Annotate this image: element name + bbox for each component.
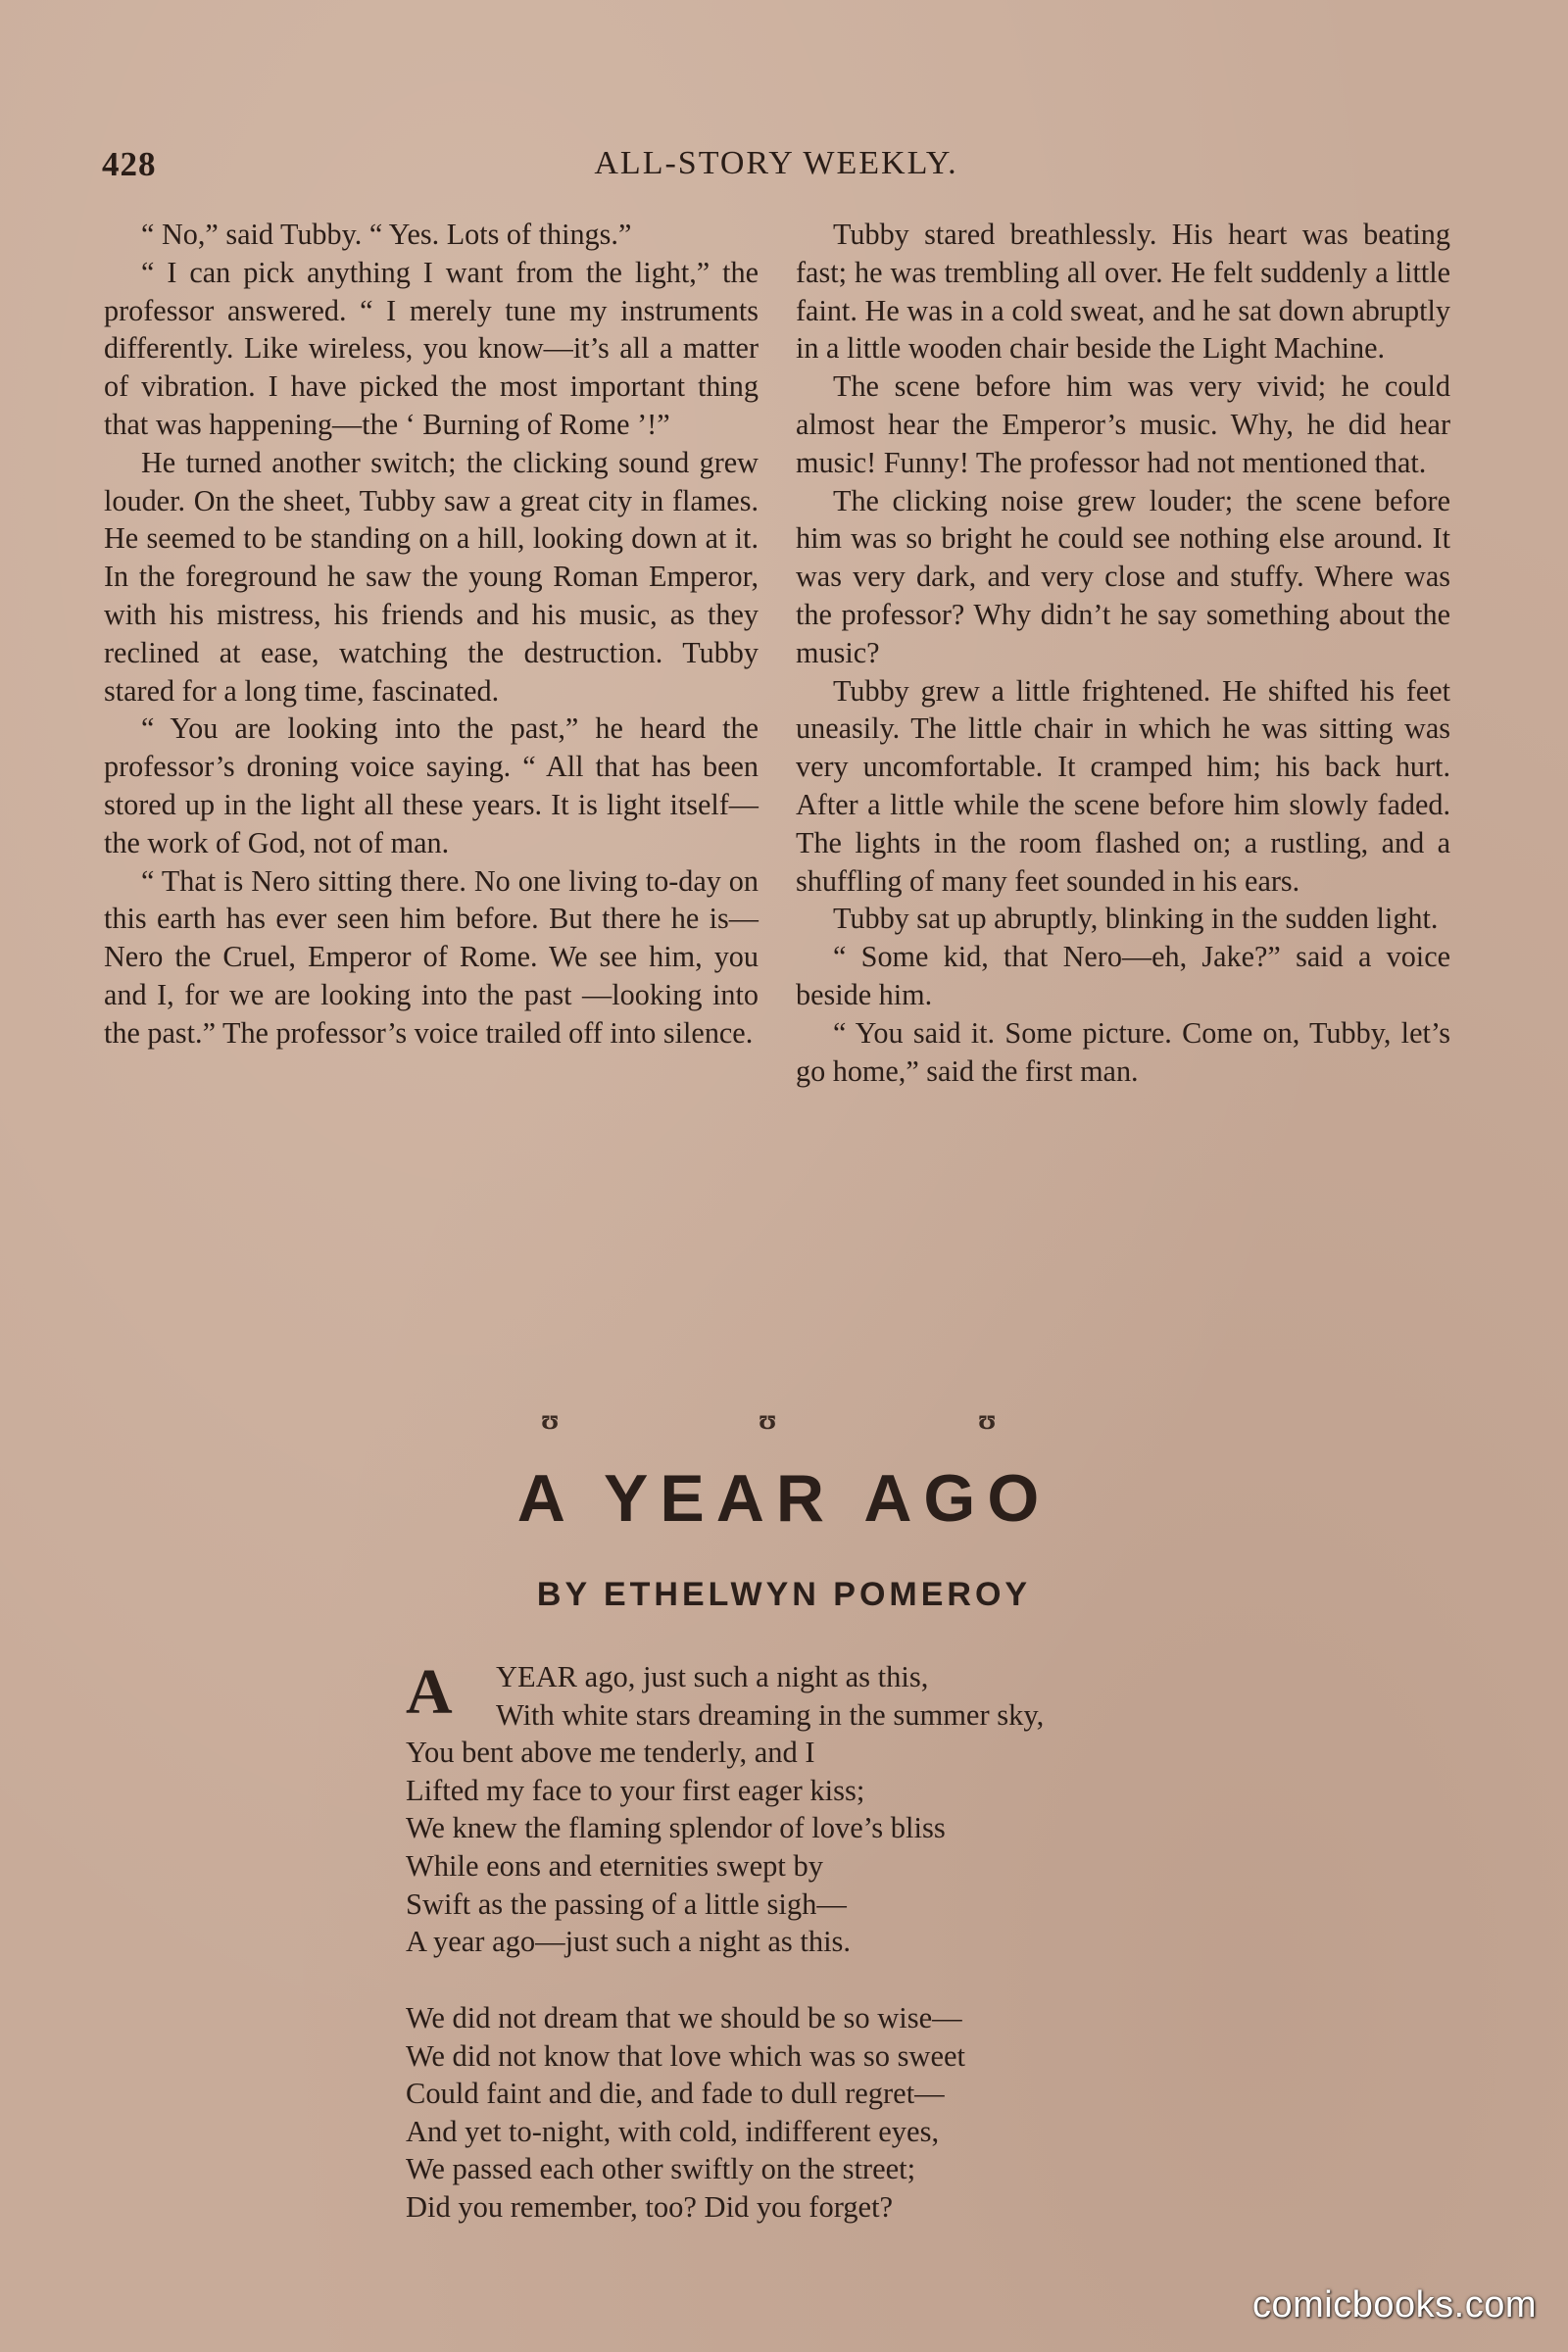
story-paragraph: “ You are looking into the past,” he heard the professor’s droning voice saying. “ All that has been stored up in the light all these years. It is light itself—the work of God, not of man.: [104, 711, 759, 859]
story-paragraph: The clicking noise grew louder; the scene before him was so bright he could see nothing else around. It was very dark, and very close and stuffy. Where was the professor? Why didn’t he say something about the music?: [796, 483, 1450, 669]
poem-stanza-2: [406, 1999, 1288, 2227]
story-paragraph: Tubby stared breathlessly. His heart was beating fast; he was trembling all over. He felt suddenly a little faint. He was in a cold sweat, and he sat down abruptly in a little wooden chair beside the Light Machine.: [796, 218, 1450, 366]
story-paragraph: Tubby grew a little frightened. He shifted his feet uneasily. The little chair in which he was sitting was very uncomfortable. It cramped him; his back hurt. After a little while the scene before him slowly faded. The lights in the room flashed on; a rustling, and a shuffling of many feet sounded in his ears.: [796, 673, 1450, 898]
story-paragraph: “ No,” said Tubby. “ Yes. Lots of things.”: [141, 218, 632, 251]
poem-line: We knew the flaming splendor of love’s bliss: [406, 1811, 946, 1845]
story-paragraph: He turned another switch; the clicking sound grew louder. On the sheet, Tubby saw a great city in flames. He seemed to be standing on a hill, looking down at it. In the foreground he saw the young Roman Emperor, with his mistress, his friends and his music, as they reclined at ease, watching the destruction. Tubby stared for a long time, fascinated.: [104, 445, 759, 708]
story-paragraph: “ That is Nero sitting there. No one living to-day on this earth has ever seen him before. But there he is—Nero the Cruel, Emperor of Rome. We see him, you and I, for we are looking into the past —looking into the past.” The professor’s voice trailed off into silence.: [104, 863, 759, 1050]
poem-line: A year ago—just such a night as this.: [406, 1925, 852, 1959]
poem-line: With white stars dreaming in the summer sky,: [496, 1697, 1045, 1732]
poem-line: Did you remember, too? Did you forget?: [406, 2189, 894, 2224]
ornament-icon: ʊ: [978, 1403, 997, 1436]
poem-line: While eons and eternities swept by: [406, 1848, 824, 1883]
poem-line: Lifted my face to your first eager kiss;: [406, 1773, 865, 1807]
watermark: comicbooks.com: [1252, 2284, 1537, 2326]
ornament-divider: [0, 1403, 1568, 1443]
story-paragraph: “ You said it. Some picture. Come on, Tubby, let’s go home,” said the first man.: [796, 1015, 1450, 1088]
poem-line: We passed each other swiftly on the street;: [406, 2152, 916, 2186]
story-right-column: [796, 216, 1450, 1090]
poem-stanza-1: [406, 1658, 1288, 1961]
poem-line: Could faint and die, and fade to dull regret—: [406, 2077, 945, 2111]
running-head: ALL-STORY WEEKLY.: [594, 145, 958, 181]
story-paragraph: The scene before him was very vivid; he could almost hear the Emperor’s music. Why, he did hear music! Funny! The professor had not mentioned that.: [796, 369, 1450, 479]
poem-line: Swift as the passing of a little sigh—: [406, 1886, 847, 1921]
poem-title: A YEAR AGO: [516, 1461, 1052, 1536]
poem-line: You bent above me tenderly, and I: [406, 1736, 815, 1770]
story-paragraph: “ I can pick anything I want from the light,” the professor answered. “ I merely tune my instruments differently. Like wireless, you know—it’s all a matter of vibration. I have picked the most important thing that was happening—the ‘ Burning of Rome ’!”: [104, 255, 759, 441]
drop-cap: A: [406, 1656, 453, 1728]
story-paragraph: “ Some kid, that Nero—eh, Jake?” said a voice beside him.: [796, 940, 1450, 1011]
page-header: [102, 145, 1450, 194]
ornament-icon: ʊ: [759, 1403, 777, 1436]
page-number: 428: [102, 145, 157, 183]
poem-line: And yet to-night, with cold, indifferent eyes,: [406, 2114, 940, 2148]
ornament-icon: ʊ: [541, 1403, 560, 1436]
story-paragraph: Tubby sat up abruptly, blinking in the sudden light.: [833, 902, 1439, 936]
story-left-column: [104, 216, 759, 1053]
poem-line: We did not know that love which was so sweet: [406, 2038, 966, 2073]
poem-byline: BY ETHELWYN POMEROY: [536, 1576, 1032, 1613]
poem-line: YEAR ago, just such a night as this,: [496, 1660, 929, 1693]
poem-line: We did not dream that we should be so wise—: [406, 2001, 962, 2034]
